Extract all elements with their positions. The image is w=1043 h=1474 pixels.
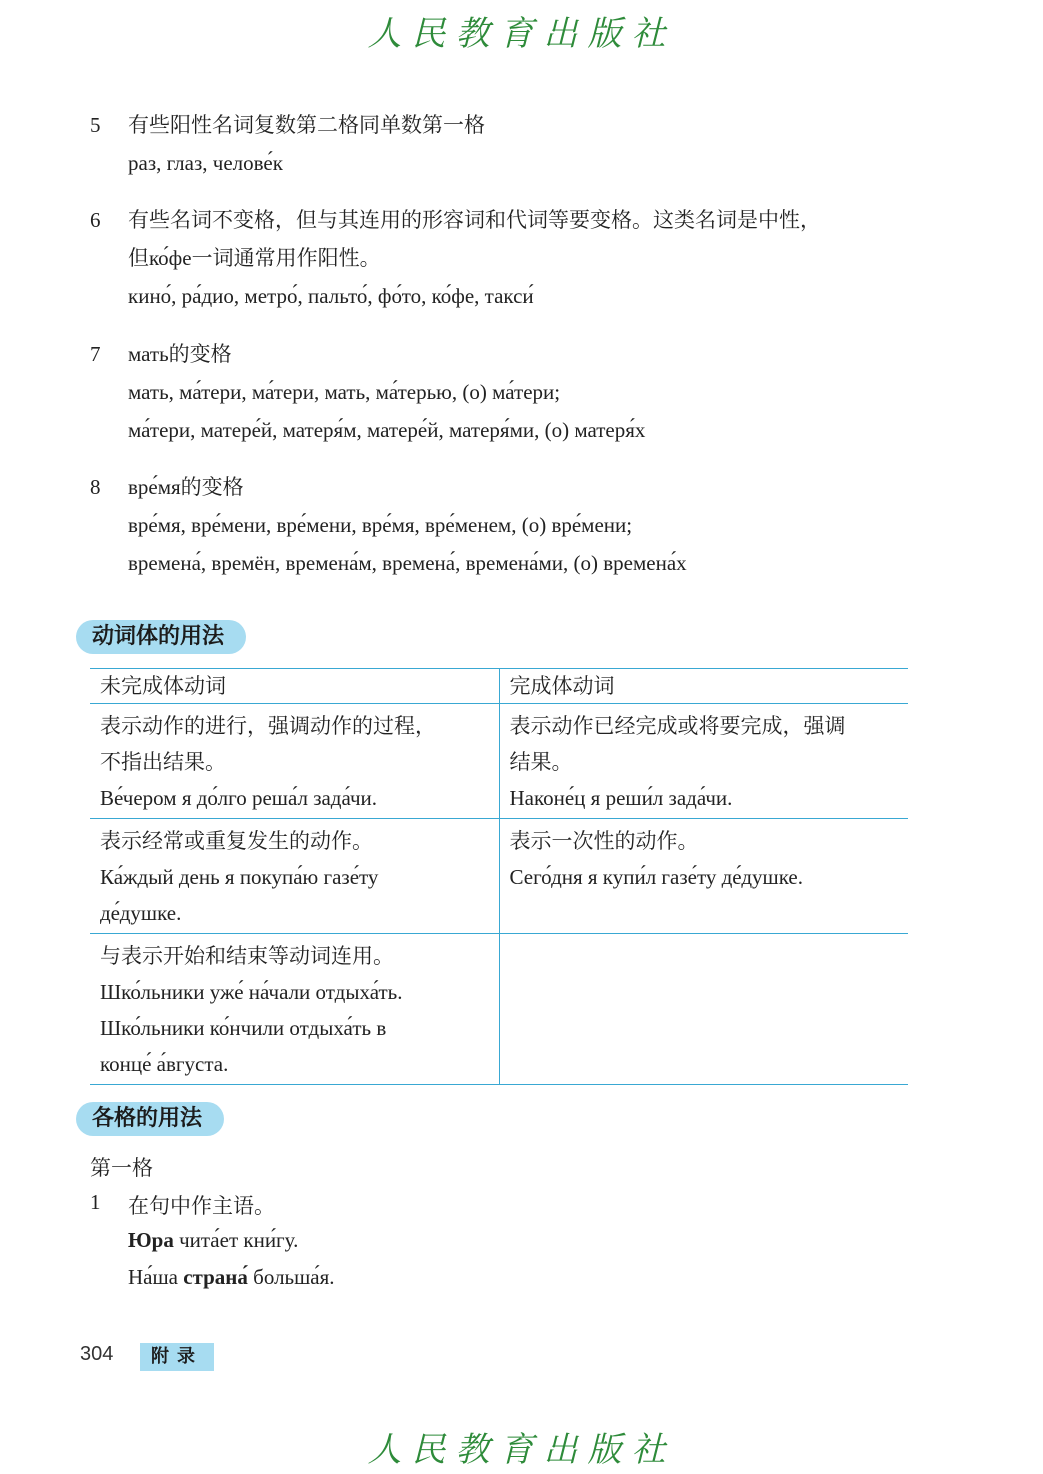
table-header-row (90, 669, 908, 704)
cell-line: 表示经常或重复发生的动作。 (100, 829, 373, 853)
cell-line: 表示动作已经完成或将要完成，强调 (509, 714, 846, 738)
example-sentence-1 (128, 1228, 298, 1253)
example-pre: На́ша (128, 1265, 184, 1289)
item-line: мать的变格 (128, 342, 232, 366)
item-line: вре́мя的变格 (128, 475, 244, 499)
item-line: мать, ма́тери, ма́тери, мать, ма́терью, (о) ма́тери; (128, 380, 561, 404)
publisher-watermark-top: 人民教育出版社 (367, 14, 676, 54)
item-number: 6 (90, 208, 101, 232)
subheading-first-case: 第一格 (90, 1156, 153, 1180)
example-subject: Юра (128, 1228, 174, 1252)
example-sentence-2 (128, 1265, 335, 1290)
table-cell (90, 704, 499, 819)
verb-aspect-table (90, 668, 908, 1085)
item-line: вре́мя, вре́мени, вре́мени, вре́мя, вре́менем, (о) вре́мени; (128, 513, 633, 537)
list-item-7 (90, 339, 920, 453)
table-cell (90, 934, 499, 1085)
cell-line: 表示一次性的动作。 (509, 829, 699, 853)
list-item-6 (90, 205, 920, 319)
publisher-watermark-bottom: 人民教育出版社 (367, 1430, 676, 1470)
section-title-case-usage: 各格的用法 (76, 1102, 224, 1136)
cell-line: 结果。 (509, 750, 573, 774)
item-number: 5 (90, 113, 101, 137)
appendix-label: 附录 (140, 1343, 214, 1371)
item-line: времена́, времён, времена́м, времена́, времена́ми, (о) времена́х (128, 551, 687, 575)
cell-line: 不指出结果。 (100, 750, 226, 774)
item-line: раз, глаз, челове́к (128, 151, 283, 175)
cell-line: 表示动作的进行，强调动作的过程， (100, 714, 436, 738)
case-item-number: 1 (90, 1190, 101, 1214)
page-number: 304 (80, 1343, 114, 1365)
table-row (90, 819, 908, 934)
case-item-text: 在句中作主语。 (128, 1194, 275, 1218)
cell-line: де́душке. (100, 901, 182, 925)
table-header-imperfective: 未完成体动词 (90, 669, 499, 704)
example-rest: чита́ет кни́гу. (173, 1228, 299, 1252)
item-line: ма́тери, матере́й, матеря́м, матере́й, матеря́ми, (о) матеря́х (128, 418, 646, 442)
cell-line: 与表示开始和结束等动词连用。 (100, 944, 394, 968)
example-subject: страна́ (183, 1265, 248, 1289)
cell-line: Наконе́ц я реши́л зада́чи. (509, 786, 733, 810)
list-item-8 (90, 472, 920, 586)
example-rest: больша́я. (247, 1265, 335, 1289)
cell-line: Шко́льники уже́ на́чали отдыха́ть. (100, 980, 403, 1004)
item-line: кино́, ра́дио, метро́, пальто́, фо́то, ко́фе, такси́ (128, 284, 534, 308)
item-line: 有些阳性名词复数第二格同单数第一格 (128, 113, 485, 137)
list-item-5 (90, 110, 920, 186)
section-title-verb-aspect: 动词体的用法 (76, 620, 246, 654)
cell-line: Ве́чером я до́лго реша́л зада́чи. (100, 786, 378, 810)
table-row (90, 934, 908, 1085)
table-header-perfective: 完成体动词 (499, 669, 908, 704)
table-cell (499, 704, 908, 819)
table-cell (499, 819, 908, 934)
item-line: 但ко́фе一词通常用作阳性。 (128, 246, 381, 270)
table-cell-empty (499, 934, 908, 1085)
cell-line: конце́ а́вгуста. (100, 1052, 229, 1076)
item-number: 8 (90, 475, 101, 499)
item-line: 有些名词不变格，但与其连用的形容词和代词等要变格。这类名词是中性， (128, 208, 821, 232)
table-cell (90, 819, 499, 934)
cell-line: Ка́ждый день я покупа́ю газе́ту (100, 865, 379, 889)
item-number: 7 (90, 342, 101, 366)
cell-line: Сего́дня я купи́л газе́ту де́душке. (509, 865, 803, 889)
cell-line: Шко́льники ко́нчили отдыха́ть в (100, 1016, 387, 1040)
table-row (90, 704, 908, 819)
